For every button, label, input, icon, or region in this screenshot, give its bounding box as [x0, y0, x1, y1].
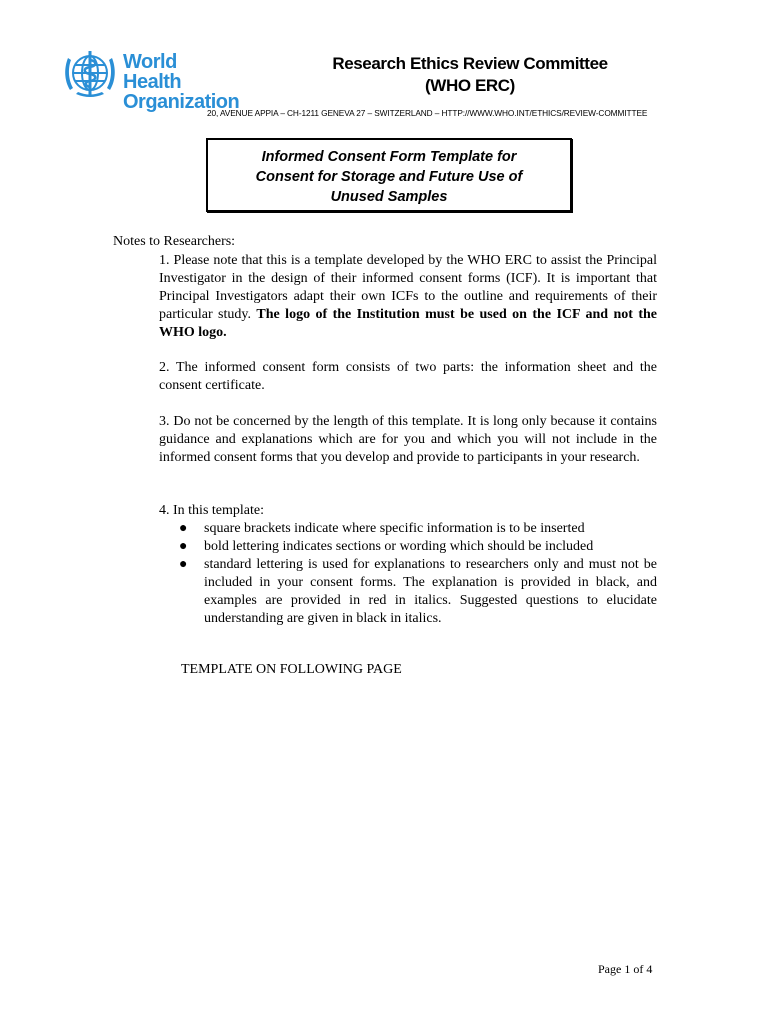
who-emblem-icon: [62, 46, 118, 100]
address-line: 20, AVENUE APPIA – CH-1211 GENEVA 27 – SWITZERLAND – HTTP://WWW.WHO.INT/ETHICS/REVIEW-COMMITTEE: [207, 108, 648, 118]
list-item: [159, 538, 657, 556]
document-title-box: [206, 138, 572, 212]
notes-heading: Notes to Researchers:: [113, 234, 236, 249]
bullet-icon: ●: [179, 521, 188, 536]
list-item-text: bold lettering indicates sections or wording which should be included: [204, 539, 594, 554]
list-item: [159, 556, 657, 628]
org-name-line2: Organization: [123, 91, 240, 113]
committee-abbrev: (WHO ERC): [425, 76, 515, 95]
note-item-2: 2. The informed consent form consists of two parts: the information sheet and the consent certificate.: [159, 360, 657, 393]
list-item-text: standard lettering is used for explanations to researchers only and must not be included in your consent forms. The explanation is provided in black, and examples are provided in red in italics. Suggested questions to elucidate understanding are given in black in italics.: [204, 557, 657, 626]
bullet-icon: ●: [179, 557, 188, 572]
who-logo: [62, 46, 240, 113]
note-item-3: 3. Do not be concerned by the length of this template. It is long only because it contains guidance and explanations which are for you and which you will not include in the informed consent forms that you develop and provide to participants in your research.: [159, 414, 657, 465]
org-name: [123, 52, 239, 112]
bullet-icon: ●: [179, 539, 188, 554]
document-title: Informed Consent Form Template for Consent for Storage and Future Use of Unused Samples: [255, 149, 523, 205]
page-number: Page 1 of 4: [598, 962, 653, 976]
template-conventions-list: [159, 520, 657, 628]
template-following-note: TEMPLATE ON FOLLOWING PAGE: [181, 662, 402, 677]
note-item-1-text: 1. Please note that this is a template developed by the WHO ERC to assist the Principal Investigator in the design of their informed consent forms (ICF). It is important that Principal Investigators adapt their own ICFs to the outline and requirements of their particular study.: [159, 253, 657, 322]
org-name-line1: World Health: [123, 51, 182, 93]
list-item-text: square brackets indicate where specific information is to be inserted: [204, 521, 585, 536]
note-item-1-bold: The logo of the Institution must be used on the ICF and not the WHO logo.: [159, 307, 657, 340]
committee-title: Research Ethics Review Committee: [332, 54, 608, 73]
note-item-1: [159, 252, 657, 342]
list-item: [159, 520, 657, 538]
note-item-4-intro: 4. In this template:: [159, 503, 264, 518]
